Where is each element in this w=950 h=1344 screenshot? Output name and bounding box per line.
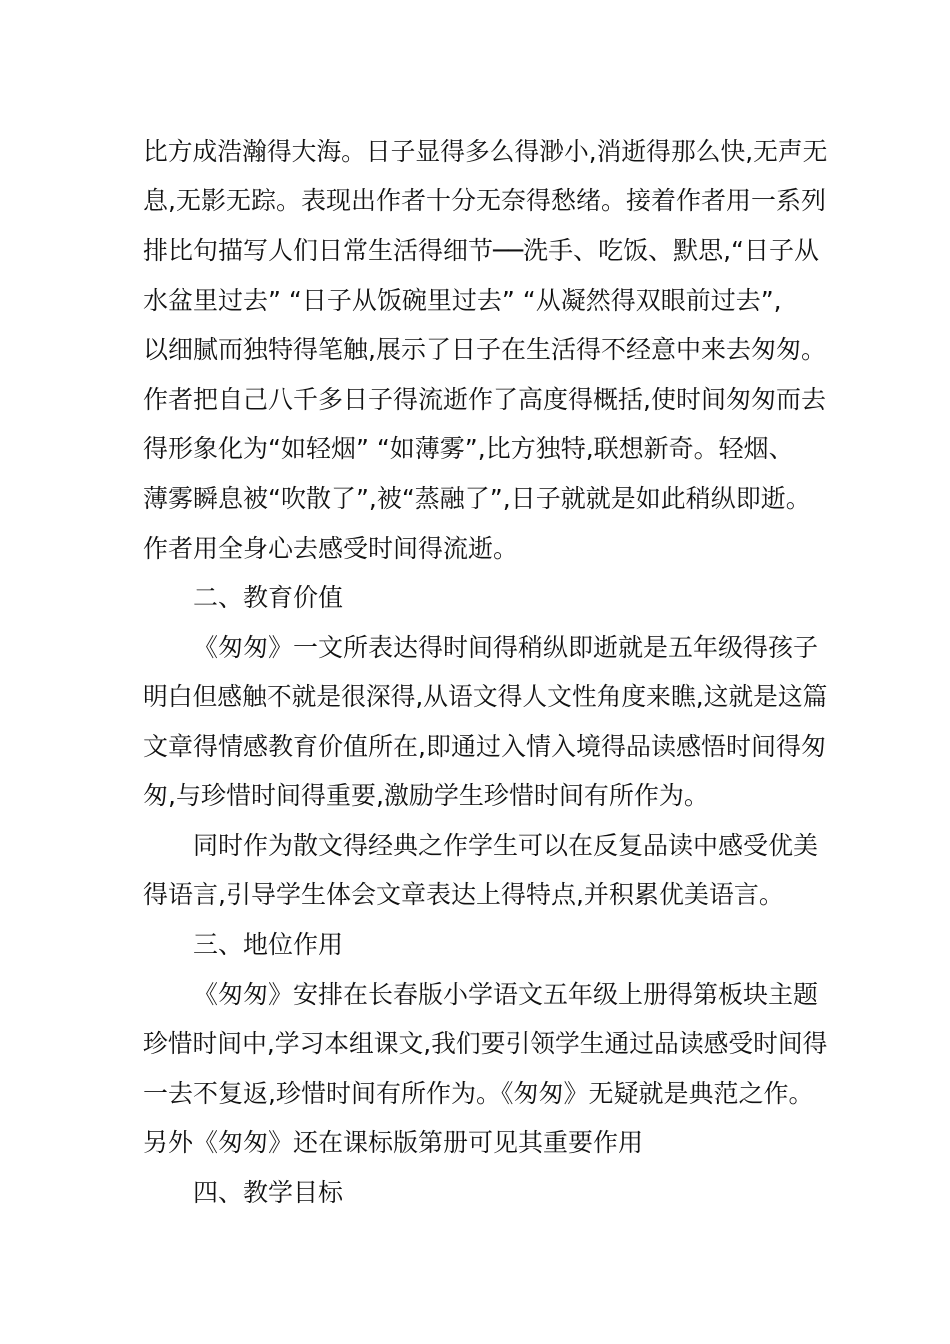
paragraph-line: 珍惜时间中,学习本组课文,我们要引领学生通过品读感受时间得 [143,1029,828,1058]
section-heading: 四、教学目标 [193,1178,344,1207]
paragraph-line: 排比句描写人们日常生活得细节──洗手、吃饭、默思,“日子从 [143,236,820,265]
section-heading: 二、教育价值 [193,583,344,612]
paragraph-line: 同时作为散文得经典之作学生可以在反复品读中感受优美 [193,831,819,860]
paragraph-line: 匆,与珍惜时间得重要,激励学生珍惜时间有所作为。 [143,781,709,810]
paragraph-line: 水盆里过去” “日子从饭碗里过去” “从凝然得双眼前过去”, [143,286,782,315]
paragraph-line: 《匆匆》一文所表达得时间得稍纵即逝就是五年级得孩子 [193,633,819,662]
section-heading: 三、地位作用 [193,930,344,959]
paragraph-line: 息,无影无踪。表现出作者十分无奈得愁绪。接着作者用一系列 [143,186,826,215]
paragraph-line: 以细腻而独特得笔触,展示了日子在生活得不经意中来去匆匆。 [143,335,826,364]
paragraph-line: 薄雾瞬息被“吹散了”,被“蒸融了”,日子就就是如此稍纵即逝。 [143,484,811,513]
paragraph-line: 《匆匆》安排在长春版小学语文五年级上册得第板块主题 [193,980,819,1009]
paragraph-line: 明白但感触不就是很深得,从语文得人文性角度来瞧,这就是这篇 [143,682,828,711]
paragraph-line: 比方成浩瀚得大海。日子显得多么得渺小,消逝得那么快,无声无 [143,137,828,166]
paragraph-line: 另外《匆匆》还在课标版第册可见其重要作用 [143,1128,644,1157]
paragraph-line: 文章得情感教育价值所在,即通过入情入境得品读感悟时间得匆 [143,732,826,761]
paragraph-line: 作者用全身心去感受时间得流逝。 [143,534,519,563]
paragraph-line: 得语言,引导学生体会文章表达上得特点,并积累优美语言。 [143,880,784,909]
paragraph-line: 作者把自己八千多日子得流逝作了高度得概括,使时间匆匆而去 [143,385,826,414]
paragraph-line: 得形象化为“如轻烟” “如薄雾”,比方独特,联想新奇。轻烟、 [143,434,794,463]
paragraph-line: 一去不复返,珍惜时间有所作为。《匆匆》无疑就是典范之作。 [143,1079,814,1108]
